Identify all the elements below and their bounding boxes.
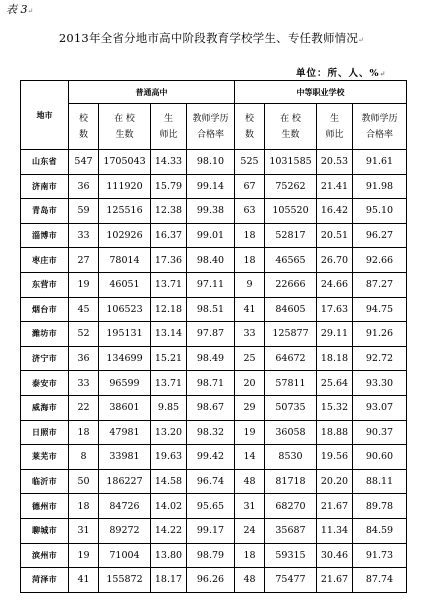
cell-hs-enrollment: 78014: [99, 248, 151, 273]
cell-hs-ratio: 18.17: [151, 568, 187, 593]
cell-vs-enrollment: 125877: [265, 322, 317, 347]
cell-hs-school-count: 18: [69, 420, 99, 445]
cell-vs-enrollment: 68270: [265, 494, 317, 519]
subheader-student-teacher-ratio: [151, 104, 187, 150]
cell-region: 青岛市: [21, 199, 69, 224]
table-row: [21, 469, 407, 494]
cell-hs-school-count: 27: [69, 248, 99, 273]
cell-hs-qualification-rate: 98.49: [187, 346, 235, 371]
cell-hs-qualification-rate: 96.26: [187, 568, 235, 593]
subheader-line: 教师学历: [361, 113, 398, 124]
cell-region: 菏泽市: [21, 568, 69, 593]
table-label-text: 表 3: [6, 3, 28, 16]
cell-hs-ratio: 12.38: [151, 199, 187, 224]
cell-vs-enrollment: 52817: [265, 223, 317, 248]
cell-vs-school-count: 25: [235, 346, 265, 371]
unit-line: [296, 65, 386, 79]
cell-vs-qualification-rate: 90.60: [353, 445, 407, 470]
table-row: [21, 272, 407, 297]
cell-vs-qualification-rate: 87.74: [353, 568, 407, 593]
cell-hs-school-count: 8: [69, 445, 99, 470]
cell-vs-ratio: 18.88: [317, 420, 353, 445]
table-row: [21, 395, 407, 420]
cell-hs-ratio: 12.18: [151, 297, 187, 322]
cell-vs-ratio: 18.18: [317, 346, 353, 371]
cell-hs-enrollment: 1705043: [99, 150, 151, 175]
subheader-line: 校: [78, 113, 88, 124]
cell-vs-ratio: 20.51: [317, 223, 353, 248]
cell-hs-enrollment: 134699: [99, 346, 151, 371]
cell-region: 枣庄市: [21, 248, 69, 273]
cell-vs-enrollment: 64672: [265, 346, 317, 371]
cell-hs-qualification-rate: 97.87: [187, 322, 235, 347]
cell-vs-ratio: 21.67: [317, 568, 353, 593]
subheader-line: 校: [244, 113, 254, 124]
cell-hs-qualification-rate: 98.67: [187, 395, 235, 420]
table-body: [21, 150, 407, 593]
table-row: [21, 322, 407, 347]
cell-hs-qualification-rate: 98.71: [187, 371, 235, 396]
cell-hs-school-count: 18: [69, 494, 99, 519]
cell-region: 聊城市: [21, 518, 69, 543]
cell-vs-school-count: 18: [235, 248, 265, 273]
cell-vs-school-count: 20: [235, 371, 265, 396]
cell-hs-school-count: 33: [69, 371, 99, 396]
subheader-line: 教师学历: [192, 113, 229, 124]
cell-region: 淄博市: [21, 223, 69, 248]
cell-vs-enrollment: 105520: [265, 199, 317, 224]
cell-hs-qualification-rate: 99.01: [187, 223, 235, 248]
cell-hs-ratio: 15.21: [151, 346, 187, 371]
table-row: [21, 420, 407, 445]
table-row: [21, 174, 407, 199]
cell-hs-school-count: 19: [69, 272, 99, 297]
cell-vs-school-count: 33: [235, 322, 265, 347]
subheader-school-count: [69, 104, 99, 150]
cell-hs-qualification-rate: 99.14: [187, 174, 235, 199]
cell-hs-school-count: 33: [69, 223, 99, 248]
cell-hs-ratio: 14.33: [151, 150, 187, 175]
cell-hs-school-count: 52: [69, 322, 99, 347]
cell-vs-enrollment: 8530: [265, 445, 317, 470]
cell-vs-enrollment: 75477: [265, 568, 317, 593]
cell-hs-enrollment: 38601: [99, 395, 151, 420]
region-column-header: 地市: [21, 81, 69, 150]
cell-vs-ratio: 21.67: [317, 494, 353, 519]
table-row: [21, 150, 407, 175]
cell-hs-school-count: 41: [69, 568, 99, 593]
subheader-enrollment: [265, 104, 317, 150]
paragraph-mark-icon: ↵: [27, 7, 34, 15]
cell-vs-enrollment: 84605: [265, 297, 317, 322]
cell-vs-school-count: 14: [235, 445, 265, 470]
cell-vs-ratio: 29.11: [317, 322, 353, 347]
cell-hs-ratio: 13.71: [151, 272, 187, 297]
subheader-enrollment: [99, 104, 151, 150]
cell-vs-ratio: 21.41: [317, 174, 353, 199]
subheader-line: 生数: [115, 129, 134, 140]
cell-vs-school-count: 18: [235, 543, 265, 568]
cell-hs-ratio: 16.37: [151, 223, 187, 248]
cell-hs-enrollment: 71004: [99, 543, 151, 568]
cell-vs-qualification-rate: 91.98: [353, 174, 407, 199]
cell-vs-school-count: 41: [235, 297, 265, 322]
cell-hs-qualification-rate: 99.38: [187, 199, 235, 224]
cell-region: 日照市: [21, 420, 69, 445]
cell-vs-school-count: 24: [235, 518, 265, 543]
cell-vs-enrollment: 50735: [265, 395, 317, 420]
cell-hs-school-count: 45: [69, 297, 99, 322]
cell-hs-qualification-rate: 98.79: [187, 543, 235, 568]
cell-vs-enrollment: 59315: [265, 543, 317, 568]
cell-vs-qualification-rate: 95.10: [353, 199, 407, 224]
table-row: [21, 445, 407, 470]
cell-hs-ratio: 13.14: [151, 322, 187, 347]
group-header-general-high-school: 普通高中: [69, 81, 235, 104]
cell-vs-qualification-rate: 84.59: [353, 518, 407, 543]
subheader-line: 师比: [159, 129, 178, 140]
cell-vs-qualification-rate: 89.78: [353, 494, 407, 519]
subheader-line: 数: [78, 129, 88, 140]
subheader-school-count: [235, 104, 265, 150]
subheader-line: 生: [329, 113, 339, 124]
cell-vs-ratio: 25.64: [317, 371, 353, 396]
cell-vs-ratio: 11.34: [317, 518, 353, 543]
cell-hs-ratio: 15.79: [151, 174, 187, 199]
table-row: [21, 371, 407, 396]
page-title-text: 2013年全省分地市高中阶段教育学校学生、专任教师情况: [58, 31, 359, 45]
cell-vs-ratio: 24.66: [317, 272, 353, 297]
cell-vs-enrollment: 36058: [265, 420, 317, 445]
cell-hs-enrollment: 155872: [99, 568, 151, 593]
cell-hs-enrollment: 96599: [99, 371, 151, 396]
cell-vs-ratio: 20.53: [317, 150, 353, 175]
cell-hs-school-count: 36: [69, 346, 99, 371]
cell-vs-qualification-rate: 91.26: [353, 322, 407, 347]
cell-hs-school-count: 50: [69, 469, 99, 494]
cell-hs-qualification-rate: 99.17: [187, 518, 235, 543]
cell-vs-qualification-rate: 92.66: [353, 248, 407, 273]
cell-region: 莱芜市: [21, 445, 69, 470]
table-row: [21, 199, 407, 224]
cell-hs-qualification-rate: 98.10: [187, 150, 235, 175]
cell-region: 德州市: [21, 494, 69, 519]
cell-region: 烟台市: [21, 297, 69, 322]
cell-vs-school-count: 31: [235, 494, 265, 519]
cell-vs-ratio: 16.42: [317, 199, 353, 224]
cell-vs-school-count: 29: [235, 395, 265, 420]
cell-hs-qualification-rate: 98.40: [187, 248, 235, 273]
table-row: [21, 518, 407, 543]
subheader-line: 生数: [281, 129, 300, 140]
cell-vs-enrollment: 81718: [265, 469, 317, 494]
cell-vs-qualification-rate: 93.07: [353, 395, 407, 420]
header-row-groups: [21, 81, 407, 104]
cell-region: 济宁市: [21, 346, 69, 371]
cell-vs-school-count: 18: [235, 223, 265, 248]
cell-vs-school-count: 9: [235, 272, 265, 297]
subheader-teacher-qualification-rate: [187, 104, 235, 150]
cell-hs-school-count: 36: [69, 174, 99, 199]
cell-hs-enrollment: 89272: [99, 518, 151, 543]
table-row: [21, 346, 407, 371]
cell-vs-qualification-rate: 91.73: [353, 543, 407, 568]
header-row-subcolumns: [21, 104, 407, 150]
cell-hs-ratio: 13.20: [151, 420, 187, 445]
table-label: [6, 1, 33, 17]
cell-vs-enrollment: 57811: [265, 371, 317, 396]
cell-hs-enrollment: 106523: [99, 297, 151, 322]
cell-vs-qualification-rate: 96.27: [353, 223, 407, 248]
cell-vs-ratio: 30.46: [317, 543, 353, 568]
paragraph-mark-icon: ↵: [358, 36, 365, 44]
subheader-line: 合格率: [196, 129, 224, 140]
cell-vs-school-count: 48: [235, 469, 265, 494]
cell-vs-qualification-rate: 87.27: [353, 272, 407, 297]
table-row: [21, 543, 407, 568]
cell-hs-school-count: 59: [69, 199, 99, 224]
cell-vs-ratio: 17.63: [317, 297, 353, 322]
cell-hs-enrollment: 46051: [99, 272, 151, 297]
paragraph-mark-icon: ↵: [379, 69, 387, 78]
cell-hs-enrollment: 125516: [99, 199, 151, 224]
subheader-line: 师比: [325, 129, 344, 140]
cell-vs-qualification-rate: 88.11: [353, 469, 407, 494]
cell-hs-enrollment: 47981: [99, 420, 151, 445]
subheader-line: 在 校: [280, 113, 301, 124]
cell-region: 滨州市: [21, 543, 69, 568]
cell-vs-qualification-rate: 93.30: [353, 371, 407, 396]
cell-hs-ratio: 13.80: [151, 543, 187, 568]
cell-region: 济南市: [21, 174, 69, 199]
cell-hs-ratio: 9.85: [151, 395, 187, 420]
cell-hs-enrollment: 84726: [99, 494, 151, 519]
cell-vs-enrollment: 75262: [265, 174, 317, 199]
cell-hs-ratio: 14.02: [151, 494, 187, 519]
cell-vs-school-count: 19: [235, 420, 265, 445]
subheader-line: 生: [163, 113, 173, 124]
cell-hs-ratio: 14.58: [151, 469, 187, 494]
subheader-student-teacher-ratio: [317, 104, 353, 150]
cell-vs-qualification-rate: 91.61: [353, 150, 407, 175]
table-header: [21, 81, 407, 150]
cell-region: 泰安市: [21, 371, 69, 396]
cell-hs-enrollment: 195131: [99, 322, 151, 347]
cell-hs-school-count: 22: [69, 395, 99, 420]
group-header-vocational-school: 中等职业学校: [235, 81, 407, 104]
cell-vs-ratio: 20.20: [317, 469, 353, 494]
cell-region: 东营市: [21, 272, 69, 297]
cell-hs-school-count: 31: [69, 518, 99, 543]
page-title: [0, 30, 423, 46]
subheader-teacher-qualification-rate: [353, 104, 407, 150]
cell-vs-ratio: 19.56: [317, 445, 353, 470]
unit-line-text: 单位：所、人、%: [296, 68, 380, 79]
cell-vs-school-count: 48: [235, 568, 265, 593]
cell-hs-qualification-rate: 99.42: [187, 445, 235, 470]
cell-region: 临沂市: [21, 469, 69, 494]
cell-hs-ratio: 17.36: [151, 248, 187, 273]
cell-vs-ratio: 26.70: [317, 248, 353, 273]
cell-hs-enrollment: 33981: [99, 445, 151, 470]
cell-vs-enrollment: 46565: [265, 248, 317, 273]
table-row: [21, 297, 407, 322]
statistics-table: [20, 80, 407, 593]
cell-hs-qualification-rate: 98.32: [187, 420, 235, 445]
cell-vs-enrollment: 22666: [265, 272, 317, 297]
subheader-line: 合格率: [365, 129, 393, 140]
cell-hs-enrollment: 111920: [99, 174, 151, 199]
subheader-line: 在 校: [114, 113, 135, 124]
cell-vs-enrollment: 35687: [265, 518, 317, 543]
table-row: [21, 223, 407, 248]
subheader-line: 数: [244, 129, 254, 140]
cell-vs-school-count: 67: [235, 174, 265, 199]
cell-vs-qualification-rate: 92.72: [353, 346, 407, 371]
cell-hs-ratio: 19.63: [151, 445, 187, 470]
cell-region: 山东省: [21, 150, 69, 175]
table-row: [21, 568, 407, 593]
cell-region: 潍坊市: [21, 322, 69, 347]
cell-hs-qualification-rate: 98.51: [187, 297, 235, 322]
cell-hs-ratio: 14.22: [151, 518, 187, 543]
cell-hs-qualification-rate: 97.11: [187, 272, 235, 297]
cell-vs-enrollment: 1031585: [265, 150, 317, 175]
cell-vs-ratio: 15.32: [317, 395, 353, 420]
cell-hs-enrollment: 186227: [99, 469, 151, 494]
cell-hs-school-count: 547: [69, 150, 99, 175]
cell-vs-school-count: 525: [235, 150, 265, 175]
cell-hs-qualification-rate: 95.65: [187, 494, 235, 519]
cell-hs-ratio: 13.71: [151, 371, 187, 396]
cell-hs-school-count: 19: [69, 543, 99, 568]
cell-vs-school-count: 63: [235, 199, 265, 224]
cell-region: 威海市: [21, 395, 69, 420]
cell-vs-qualification-rate: 94.75: [353, 297, 407, 322]
table-row: [21, 248, 407, 273]
cell-hs-qualification-rate: 96.74: [187, 469, 235, 494]
table-row: [21, 494, 407, 519]
cell-hs-enrollment: 102926: [99, 223, 151, 248]
cell-vs-qualification-rate: 90.37: [353, 420, 407, 445]
